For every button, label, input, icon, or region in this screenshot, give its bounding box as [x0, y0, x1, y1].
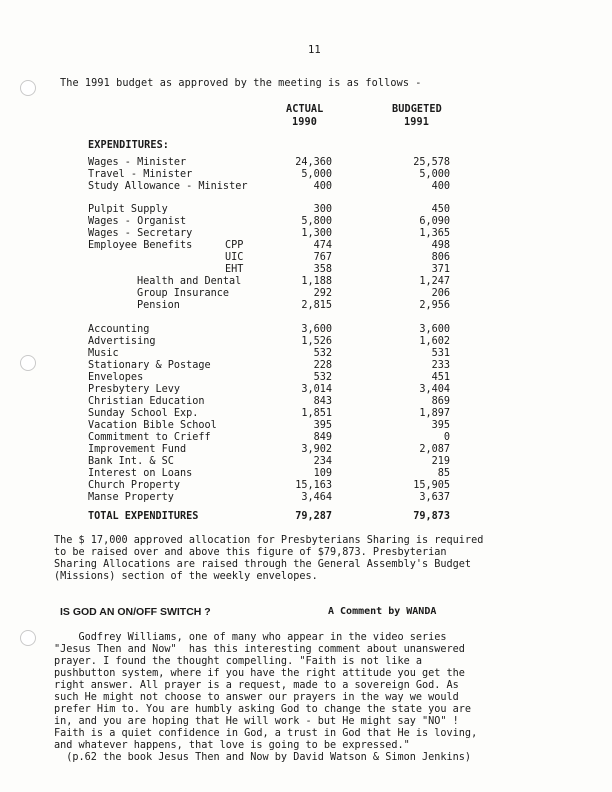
row-budget-1991: 3,600 — [419, 324, 450, 335]
row-budget-1991: 806 — [431, 252, 450, 263]
row-actual-1990: 109 — [313, 468, 332, 479]
table-row — [0, 456, 612, 468]
row-budget-1991: 233 — [431, 360, 450, 371]
article-title: IS GOD AN ON/OFF SWITCH ? — [60, 606, 211, 618]
row-label: Wages - Secretary — [88, 228, 193, 239]
row-sublabel: CPP — [225, 240, 244, 251]
row-label: Travel - Minister — [88, 169, 193, 180]
row-actual-1990: 3,464 — [301, 492, 332, 503]
binder-hole-bottom — [20, 630, 36, 646]
article-line: "Jesus Then and Now" has this interesting comment about unanswered — [54, 644, 465, 655]
row-actual-1990: 228 — [313, 360, 332, 371]
row-actual-1990: 5,000 — [301, 169, 332, 180]
table-row — [0, 372, 612, 384]
row-actual-1990: 3,014 — [301, 384, 332, 395]
row-label: Stationary & Postage — [88, 360, 211, 371]
row-sublabel: EHT — [225, 264, 244, 275]
row-actual-1990: 474 — [313, 240, 332, 251]
table-row — [0, 204, 612, 216]
row-budget-1991: 206 — [431, 288, 450, 299]
row-budget-1991: 371 — [431, 264, 450, 275]
row-budget-1991: 395 — [431, 420, 450, 431]
total-actual: 79,287 — [295, 511, 332, 522]
row-budget-1991: 1,602 — [419, 336, 450, 347]
row-actual-1990: 532 — [313, 348, 332, 359]
row-actual-1990: 15,163 — [295, 480, 332, 491]
table-row — [0, 324, 612, 336]
total-label: TOTAL EXPENDITURES — [88, 511, 199, 522]
row-label: Commitment to Crieff — [88, 432, 211, 443]
table-row — [0, 276, 612, 288]
row-actual-1990: 532 — [313, 372, 332, 383]
row-label: Presbytery Levy — [88, 384, 181, 395]
row-label: Improvement Fund — [88, 444, 187, 455]
row-budget-1991: 85 — [437, 468, 450, 479]
row-actual-1990: 2,815 — [301, 300, 332, 311]
row-label: Group Insurance — [137, 288, 230, 299]
article-byline: A Comment by WANDA — [328, 606, 437, 617]
table-row — [0, 169, 612, 181]
row-budget-1991: 1,897 — [419, 408, 450, 419]
row-actual-1990: 234 — [313, 456, 332, 467]
row-actual-1990: 767 — [313, 252, 332, 263]
budgeted-year: 1991 — [404, 117, 429, 128]
table-row — [0, 420, 612, 432]
table-row — [0, 348, 612, 360]
article-line: (p.62 the book Jesus Then and Now by David Watson & Simon Jenkins) — [54, 752, 472, 763]
table-row — [0, 492, 612, 504]
table-row — [0, 444, 612, 456]
total-budget: 79,873 — [413, 511, 450, 522]
row-label: Interest on Loans — [88, 468, 193, 479]
row-budget-1991: 451 — [431, 372, 450, 383]
table-row — [0, 216, 612, 228]
row-budget-1991: 869 — [431, 396, 450, 407]
row-label: Vacation Bible School — [88, 420, 217, 431]
row-budget-1991: 0 — [443, 432, 450, 443]
row-actual-1990: 1,188 — [301, 276, 332, 287]
row-budget-1991: 2,956 — [419, 300, 450, 311]
budget-intro: The 1991 budget as approved by the meeting is as follows - — [60, 78, 422, 89]
row-actual-1990: 3,902 — [301, 444, 332, 455]
row-label: Music — [88, 348, 119, 359]
row-actual-1990: 843 — [313, 396, 332, 407]
row-budget-1991: 1,365 — [419, 228, 450, 239]
row-label: Wages - Organist — [88, 216, 187, 227]
row-actual-1990: 395 — [313, 420, 332, 431]
row-budget-1991: 6,090 — [419, 216, 450, 227]
allocation-line: (Missions) section of the weekly envelopes. — [54, 571, 318, 582]
expenditures-heading: EXPENDITURES: — [88, 140, 170, 151]
row-actual-1990: 849 — [313, 432, 332, 443]
row-label: Employee Benefits — [88, 240, 193, 251]
row-sublabel: UIC — [225, 252, 244, 263]
row-budget-1991: 15,905 — [413, 480, 450, 491]
article-line: Godfrey Williams, one of many who appear in the video series — [54, 632, 447, 643]
row-label: Health and Dental — [137, 276, 242, 287]
actual-header: ACTUAL — [286, 104, 324, 115]
table-row — [0, 264, 612, 276]
row-actual-1990: 1,526 — [301, 336, 332, 347]
article-line: in, and you are hoping that He will work - but He might say "NO" ! — [54, 716, 459, 727]
row-budget-1991: 3,637 — [419, 492, 450, 503]
row-label: Church Property — [88, 480, 181, 491]
table-row — [0, 408, 612, 420]
row-label: Accounting — [88, 324, 150, 335]
row-budget-1991: 219 — [431, 456, 450, 467]
row-label: Advertising — [88, 336, 156, 347]
table-row — [0, 432, 612, 444]
row-budget-1991: 400 — [431, 181, 450, 192]
page-number: 11 — [308, 44, 321, 56]
article-line: right answer. All prayer is a request, made to a sovereign God. As — [54, 680, 459, 691]
row-label: Pension — [137, 300, 180, 311]
row-actual-1990: 24,360 — [295, 157, 332, 168]
row-actual-1990: 358 — [313, 264, 332, 275]
allocation-line: to be raised over and above this figure of $79,873. Presbyterian — [54, 547, 447, 558]
article-line: such He might not choose to answer our prayers in the way we would — [54, 692, 459, 703]
table-row — [0, 336, 612, 348]
allocation-line: Sharing Allocations are raised through the General Assembly's Budget — [54, 559, 472, 570]
article-line: Faith is a quiet confidence in God, a trust in God that He is loving, — [54, 728, 478, 739]
table-row — [0, 480, 612, 492]
article-line: pushbutton system, where if you have the right attitude you get the — [54, 668, 465, 679]
actual-year: 1990 — [292, 117, 317, 128]
table-row — [0, 384, 612, 396]
table-row — [0, 468, 612, 480]
row-label: Study Allowance - Minister — [88, 181, 248, 192]
row-budget-1991: 5,000 — [419, 169, 450, 180]
row-actual-1990: 400 — [313, 181, 332, 192]
article-line: and whatever happens, that love is going to be expressed." — [54, 740, 410, 751]
table-row — [0, 157, 612, 169]
row-label: Bank Int. & SC — [88, 456, 174, 467]
row-budget-1991: 3,404 — [419, 384, 450, 395]
row-budget-1991: 1,247 — [419, 276, 450, 287]
row-budget-1991: 531 — [431, 348, 450, 359]
row-label: Pulpit Supply — [88, 204, 168, 215]
table-row — [0, 288, 612, 300]
row-label: Christian Education — [88, 396, 205, 407]
row-actual-1990: 5,800 — [301, 216, 332, 227]
binder-hole-top — [20, 80, 36, 96]
article-line: prefer Him to. You are humbly asking God to change the state you are — [54, 704, 472, 715]
row-budget-1991: 25,578 — [413, 157, 450, 168]
row-actual-1990: 3,600 — [301, 324, 332, 335]
table-row — [0, 181, 612, 193]
budgeted-header: BUDGETED — [392, 104, 442, 115]
article-line: prayer. I found the thought compelling. "Faith is not like a — [54, 656, 423, 667]
table-row — [0, 396, 612, 408]
row-actual-1990: 300 — [313, 204, 332, 215]
table-row — [0, 300, 612, 312]
total-row — [0, 511, 612, 523]
row-actual-1990: 292 — [313, 288, 332, 299]
table-row — [0, 360, 612, 372]
row-budget-1991: 498 — [431, 240, 450, 251]
row-actual-1990: 1,300 — [301, 228, 332, 239]
table-row — [0, 240, 612, 252]
row-label: Wages - Minister — [88, 157, 187, 168]
allocation-line: The $ 17,000 approved allocation for Presbyterians Sharing is required — [54, 535, 484, 546]
row-label: Manse Property — [88, 492, 174, 503]
table-row — [0, 252, 612, 264]
row-budget-1991: 2,087 — [419, 444, 450, 455]
table-row — [0, 228, 612, 240]
row-label: Sunday School Exp. — [88, 408, 199, 419]
row-actual-1990: 1,851 — [301, 408, 332, 419]
allocation-paragraph — [54, 535, 554, 583]
row-label: Envelopes — [88, 372, 144, 383]
row-budget-1991: 450 — [431, 204, 450, 215]
article-body — [54, 632, 554, 764]
